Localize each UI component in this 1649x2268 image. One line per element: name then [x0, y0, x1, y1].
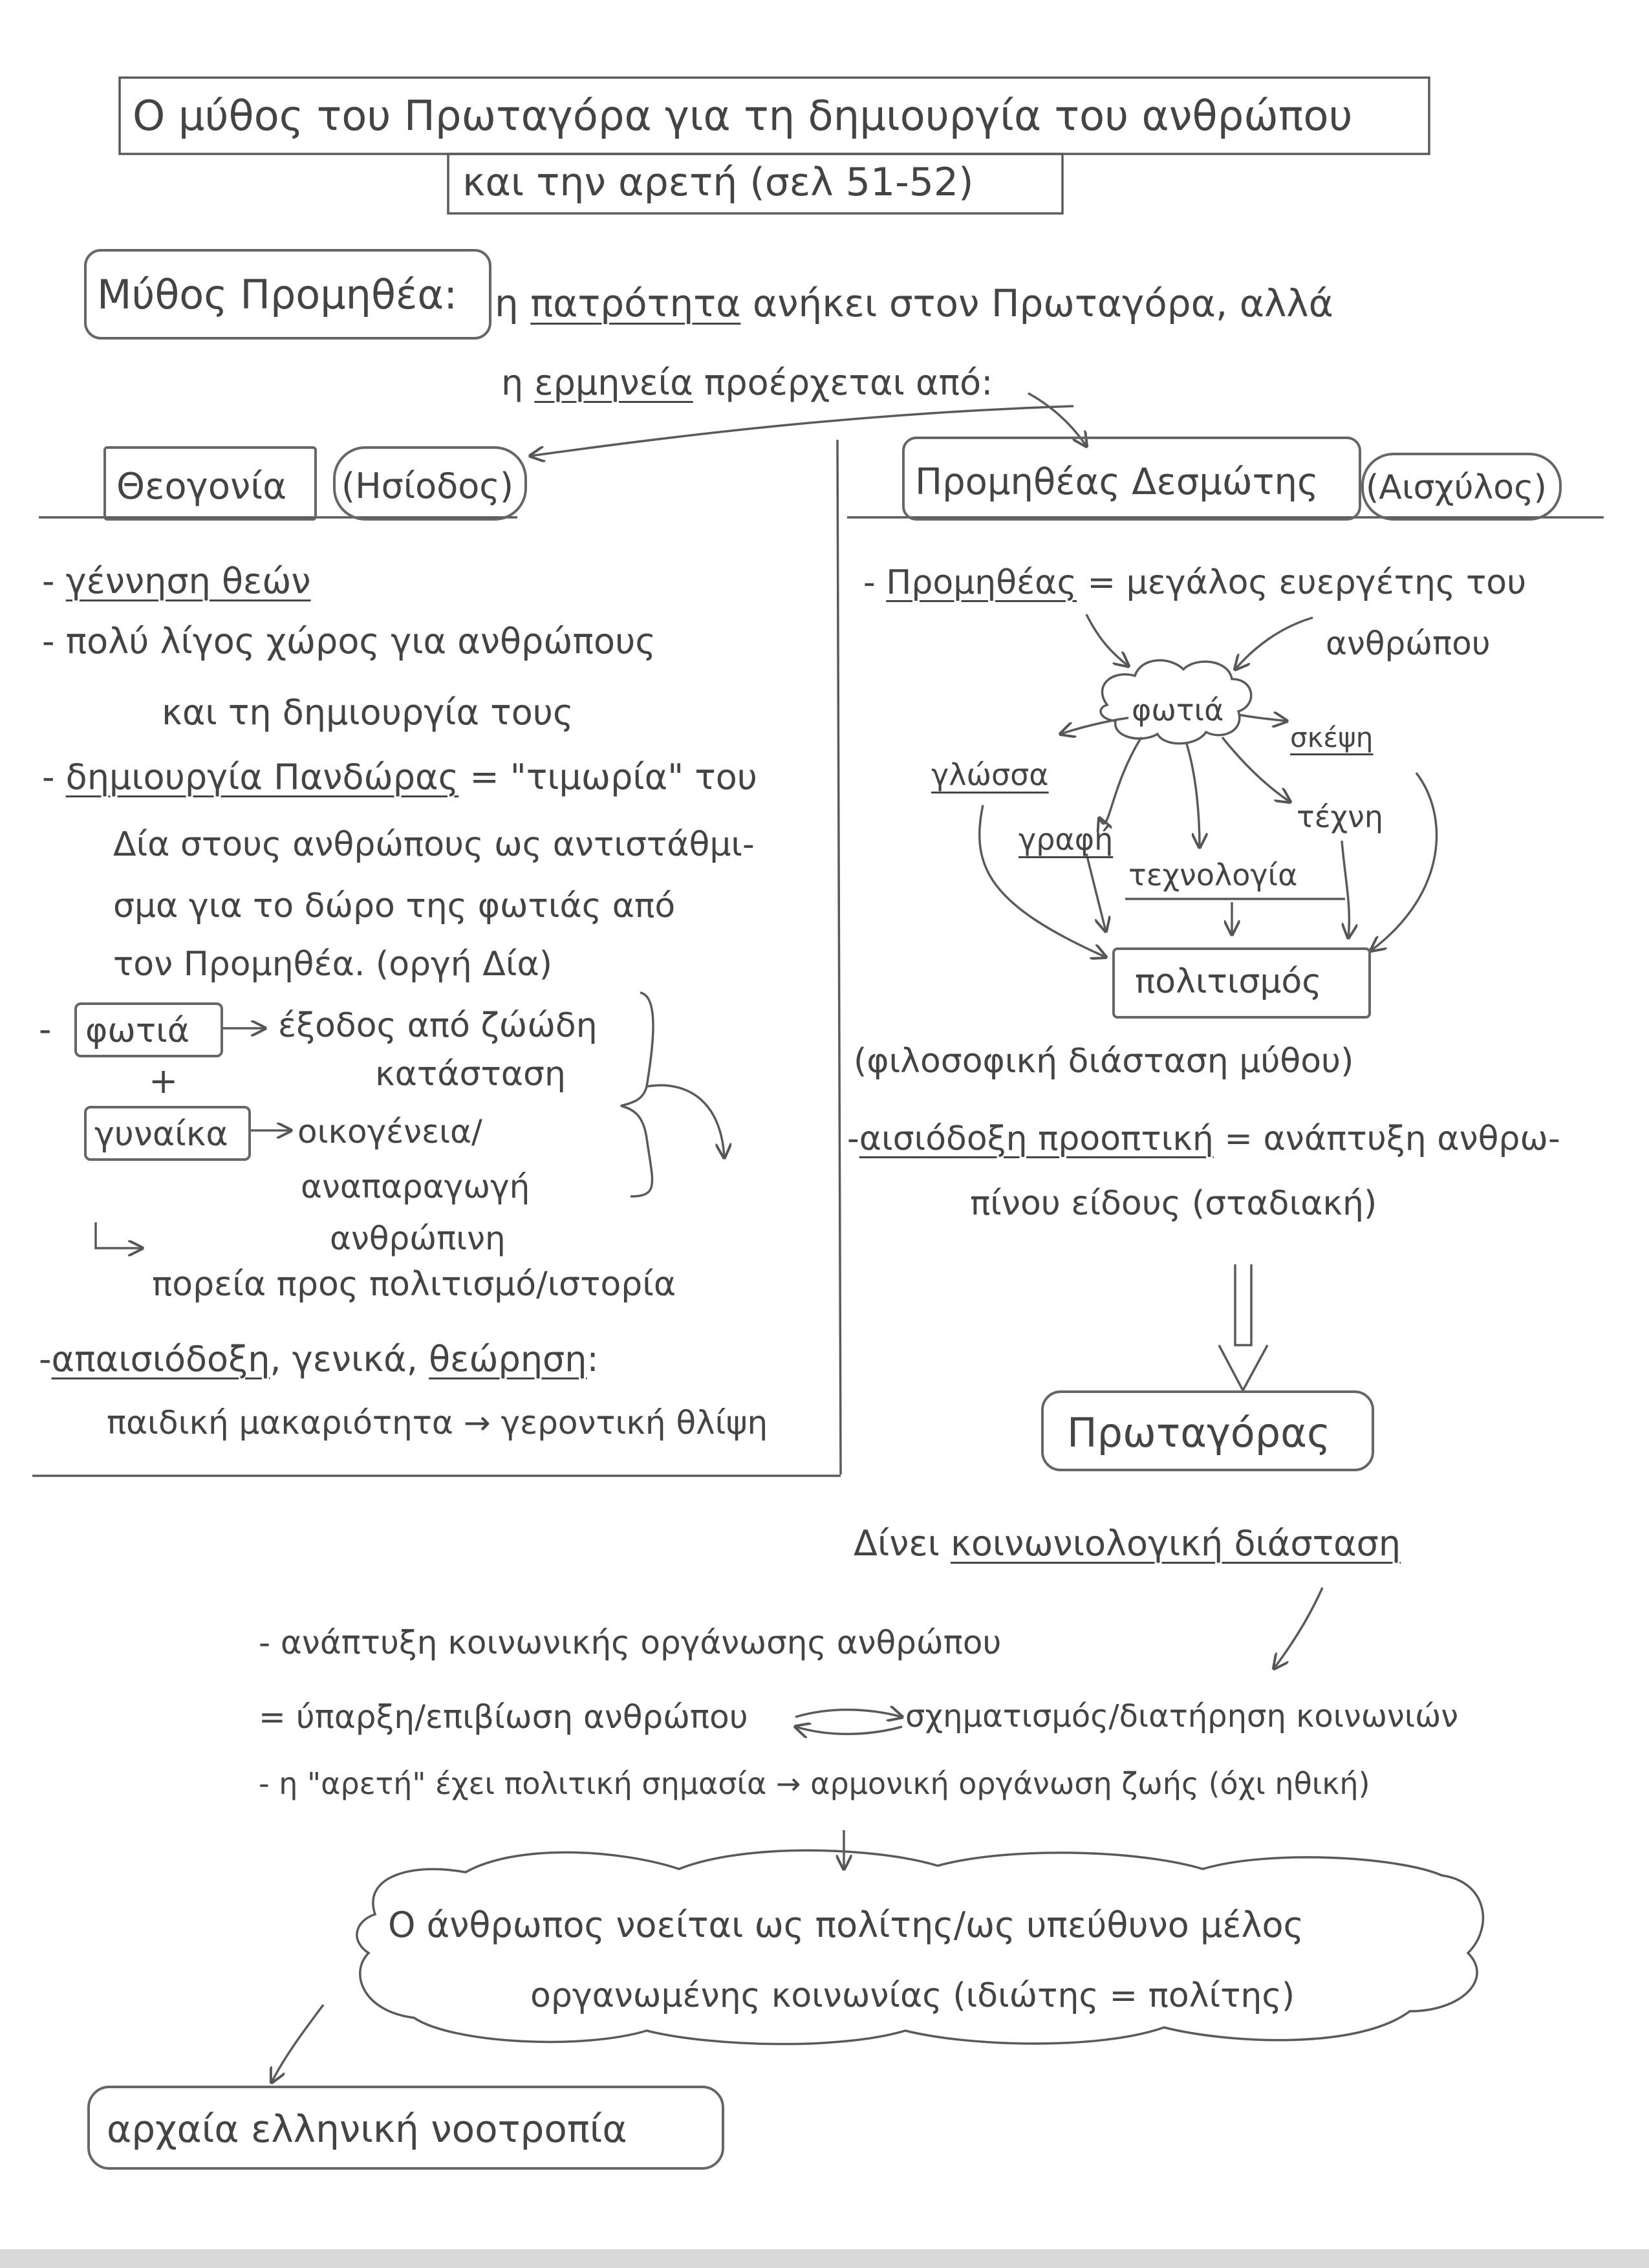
left-bullet-2a: - πολύ λίγος χώρος για ανθρώπους	[42, 621, 656, 662]
prometheus-benefactor: - Προμηθέας = μεγάλος ευεργέτης του	[863, 563, 1527, 602]
prometheus-term: Προμηθέας	[886, 563, 1077, 602]
left-bullet-2b: και τη δημιουργία τους	[162, 692, 574, 733]
title-line-1: Ο μύθος του Πρωταγόρα για τη δημιουργία του ανθρώπου	[133, 92, 1353, 140]
woman-text-2: αναπαραγωγή	[301, 1168, 530, 1205]
civilization-label: πολιτισμός	[1135, 962, 1322, 1001]
optimistic-perspective: -αισιόδοξη προοπτική = ανάπτυξη ανθρω-	[847, 1119, 1560, 1158]
paternity-term: πατρότητα	[530, 281, 741, 325]
optimistic-term: αισιόδοξη προοπτική	[859, 1119, 1214, 1158]
cloud-citizen-line-1: Ο άνθρωπος νοείται ως πολίτης/ως υπεύθυνο μέλος	[388, 1905, 1304, 1945]
aeschylus-author: (Αισχύλος)	[1366, 468, 1547, 507]
point-societies: σχηματισμός/διατήρηση κοινωνιών	[905, 1698, 1459, 1734]
fire-text-2: κατάσταση	[375, 1055, 566, 1094]
sociological-term: κοινωνιολογική διάσταση	[951, 1523, 1401, 1564]
myth-line-2	[501, 362, 993, 403]
view-term: θεώρηση	[429, 1339, 587, 1379]
left-bullet-3-l4: τον Προμηθέα. (οργή Δία)	[113, 945, 553, 984]
optimistic-rest: = ανάπτυξη ανθρω-	[1213, 1119, 1560, 1158]
birth-of-gods: γέννηση θεών	[65, 561, 311, 601]
gives-sociological	[854, 1523, 1401, 1564]
point-social-organization: - ανάπτυξη κοινωνικής οργάνωσης ανθρώπου	[259, 1624, 1002, 1661]
theogony-heading: Θεογονία	[116, 466, 287, 508]
left-bullet-3-l3: σμα για το δώρο της φωτιάς από	[113, 887, 676, 925]
point-existence: = ύπαρξη/επιβίωση ανθρώπου	[259, 1698, 748, 1736]
hesiod-author: (Ησίοδος)	[341, 466, 514, 506]
prometheus-bound-heading: Προμηθέας Δεσμώτης	[915, 461, 1319, 503]
myth-line-1	[495, 281, 1333, 325]
writing-label: γραφή	[1018, 822, 1114, 857]
childhood-to-old-age: παιδική μακαριότητα → γεροντική θλίψη	[107, 1404, 768, 1442]
myth-line-1-c: ανήκει στον Πρωταγόρα, αλλά	[740, 281, 1333, 325]
technology-label: τεχνολογία	[1128, 858, 1298, 892]
scan-edge	[0, 2249, 1649, 2268]
language-label: γλώσσα	[931, 757, 1049, 792]
myth-line-1-a: η	[495, 281, 531, 325]
ancient-mentality: αρχαία ελληνική νοοτροπία	[107, 2107, 627, 2151]
left-bullet-3-l2: Δία στους ανθρώπους ως αντιστάθμι-	[113, 825, 755, 864]
interpretation-term: ερμηνεία	[534, 362, 693, 403]
of-man: ανθρώπου	[1326, 625, 1491, 662]
woman-text-1: οικογένεια/	[297, 1113, 482, 1150]
pessimistic-view: -απαισιόδοξη, γενικά, θεώρηση:	[39, 1339, 599, 1379]
cloud-fire: φωτιά	[1132, 693, 1224, 728]
myth-line-2-c: προέρχεται από:	[693, 362, 993, 403]
protagoras-label: Πρωταγόρας	[1067, 1409, 1331, 1456]
plus-sign: +	[149, 1061, 178, 1101]
fire-label: φωτιά	[85, 1011, 190, 1050]
pandora-creation: δημιουργία Πανδώρας	[65, 757, 459, 797]
course-to-civilization: πορεία προς πολιτισμό/ιστορία	[152, 1265, 676, 1304]
left-bullet-1: - γέννηση θεών	[42, 561, 311, 601]
point-virtue: - η "αρετή" έχει πολιτική σημασία → αρμονική οργάνωση ζωής (όχι ηθική)	[259, 1766, 1370, 1801]
benefactor-rest: = μεγάλος ευεργέτης του	[1076, 563, 1527, 602]
art-label: τέχνη	[1297, 799, 1383, 834]
woman-label: γυναίκα	[94, 1115, 228, 1154]
gives-word: Δίνει	[854, 1523, 951, 1564]
pessimistic-term: απαισιόδοξη	[51, 1339, 270, 1379]
woman-text-3: ανθρώπινη	[330, 1220, 506, 1257]
optimistic-line-2: πίνου είδους (σταδιακή)	[970, 1184, 1377, 1223]
philosophical-dimension: (φιλοσοφική διάσταση μύθου)	[854, 1042, 1354, 1081]
pandora-punishment: = "τιμωρία" του	[458, 757, 758, 797]
title-line-2: και την αρετή (σελ 51-52)	[462, 160, 974, 205]
myth-line-2-a: η	[501, 362, 535, 403]
cloud-citizen-line-2: οργανωμένης κοινωνίας (ιδιώτης = πολίτης)	[530, 1976, 1295, 2015]
myth-label: Μύθος Προμηθέα:	[97, 271, 458, 318]
thought-label: σκέψη	[1290, 722, 1374, 753]
left-bullet-3: - δημιουργία Πανδώρας = "τιμωρία" του	[42, 757, 758, 797]
pessimistic-mid: , γενικά,	[270, 1339, 429, 1379]
pessimistic-colon: :	[587, 1339, 599, 1379]
fire-text-1: έξοδος από ζώώδη	[278, 1006, 598, 1045]
fire-dash: -	[39, 1009, 52, 1050]
